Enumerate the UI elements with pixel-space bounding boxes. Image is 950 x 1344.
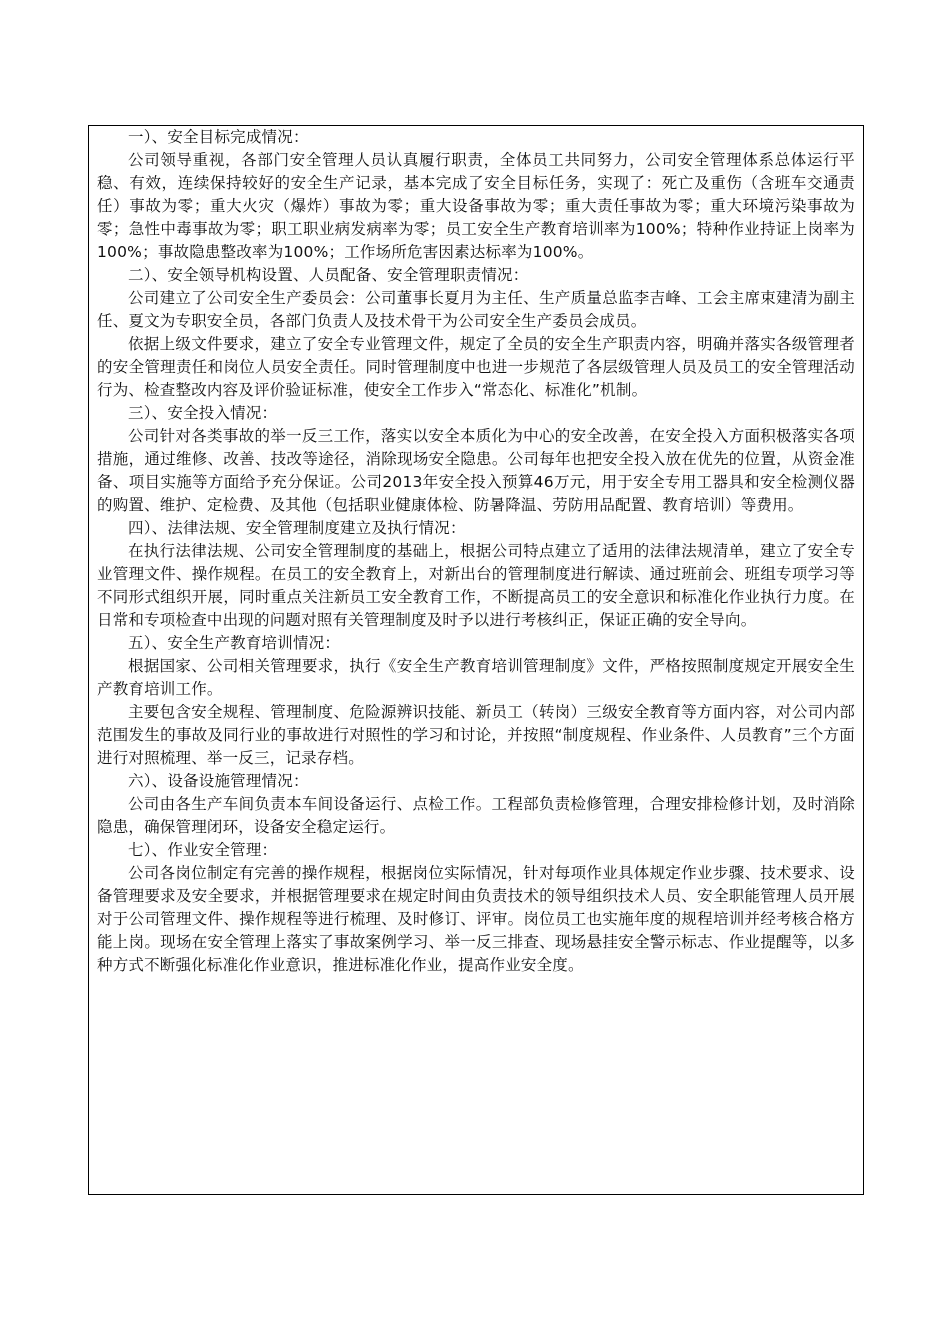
paragraph: 公司由各生产车间负责本车间设备运行、点检工作。工程部负责检修管理，合理安排检修计划，及时消除隐患，确保管理闭环，设备安全稳定运行。 bbox=[97, 795, 855, 836]
section-heading: 七）、作业安全管理： bbox=[128, 841, 278, 859]
paragraph: 公司各岗位制定有完善的操作规程，根据岗位实际情况，针对每项作业具体规定作业步骤、技术要求、设备管理要求及安全要求，并根据管理要求在规定时间由负责技术的领导组织技术人员、安全职能管理人员开展对于公司管理文件、操作规程等进行梳理、及时修订、评审。岗位员工也实施年度的规程培训并经考核合格方能上岗。现场在安全管理上落实了事故案例学习、举一反三排查、现场悬挂安全警示标志、作业提醒等，以多种方式不断强化标准化作业意识，推进标准化作业，提高作业安全度。 bbox=[97, 864, 855, 974]
section-heading: 四）、法律法规、安全管理制度建立及执行情况： bbox=[128, 519, 466, 537]
section-heading: 五）、安全生产教育培训情况： bbox=[128, 634, 341, 652]
paragraph: 在执行法律法规、公司安全管理制度的基础上，根据公司特点建立了适用的法律法规清单，建立了安全专业管理文件、操作规程。在员工的安全教育上，对新出台的管理制度进行解读、通过班前会、班组专项学习等不同形式组织开展，同时重点关注新员工安全教育工作，不断提高员工的安全意识和标准化作业执行力度。在日常和专项检查中出现的问题对照有关管理制度及时予以进行考核纠正，保证正确的安全导向。 bbox=[97, 542, 855, 629]
report-body bbox=[97, 126, 855, 977]
paragraph: 公司针对各类事故的举一反三工作，落实以安全本质化为中心的安全改善，在安全投入方面积极落实各项措施，通过维修、改善、技改等途径，消除现场安全隐患。公司每年也把安全投入放在优先的位置，从资金准备、项目实施等方面给予充分保证。公司2013年安全投入预算46万元，用于安全专用工器具和安全检测仪器的购置、维护、定检费、及其他（包括职业健康体检、防暑降温、劳防用品配置、教育培训）等费用。 bbox=[97, 427, 855, 514]
section-heading: 三）、安全投入情况： bbox=[128, 404, 278, 422]
paragraph: 公司建立了公司安全生产委员会：公司董事长夏月为主任、生产质量总监李吉峰、工会主席束建清为副主任、夏文为专职安全员，各部门负责人及技术骨干为公司安全生产委员会成员。 bbox=[97, 289, 855, 330]
report-frame bbox=[88, 125, 864, 1195]
paragraph: 依据上级文件要求，建立了安全专业管理文件，规定了全员的安全生产职责内容，明确并落实各级管理者的安全管理责任和岗位人员安全责任。同时管理制度中也进一步规范了各层级管理人员及员工的安全管理活动行为、检查整改内容及评价验证标准，使安全工作步入“常态化、标准化”机制。 bbox=[97, 335, 855, 399]
section-heading: 一）、安全目标完成情况： bbox=[128, 128, 309, 146]
section-heading: 二）、安全领导机构设置、人员配备、安全管理职责情况： bbox=[128, 266, 529, 284]
section-heading: 六）、设备设施管理情况： bbox=[128, 772, 309, 790]
paragraph: 根据国家、公司相关管理要求，执行《安全生产教育培训管理制度》文件，严格按照制度规定开展安全生产教育培训工作。 bbox=[97, 657, 855, 698]
paragraph: 公司领导重视，各部门安全管理人员认真履行职责，全体员工共同努力，公司安全管理体系总体运行平稳、有效，连续保持较好的安全生产记录，基本完成了安全目标任务，实现了：死亡及重伤（含班车交通责任）事故为零；重大火灾（爆炸）事故为零；重大设备事故为零；重大责任事故为零；重大环境污染事故为零；急性中毒事故为零；职工职业病发病率为零；员工安全生产教育培训率为100%；特种作业持证上岗率为100%；事故隐患整改率为100%；工作场所危害因素达标率为100%。 bbox=[97, 151, 855, 261]
paragraph: 主要包含安全规程、管理制度、危险源辨识技能、新员工（转岗）三级安全教育等方面内容，对公司内部范围发生的事故及同行业的事故进行对照性的学习和讨论，并按照“制度规程、作业条件、人员教育”三个方面进行对照梳理、举一反三，记录存档。 bbox=[97, 703, 855, 767]
